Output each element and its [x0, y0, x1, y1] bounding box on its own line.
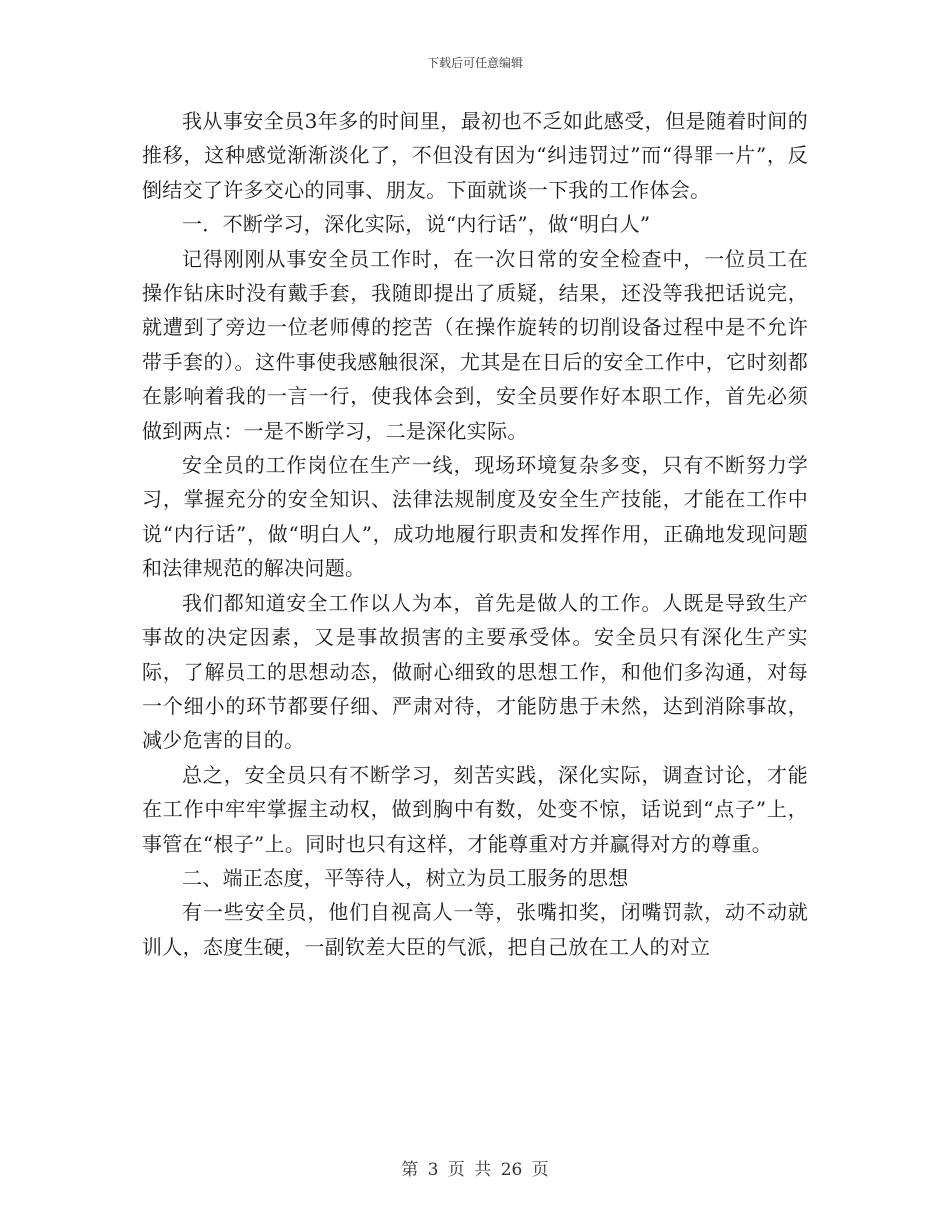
paragraph-intro: 我从事安全员3年多的时间里，最初也不乏如此感受，但是随着时间的推移，这种感觉渐渐淡化了，不但没有因为“纠违罚过”而“得罪一片”，反倒结交了许多交心的同事、朋友。下面就谈一下我的工作体会。 [142, 109, 808, 202]
document-body [142, 104, 808, 964]
section-heading-2: 二、端正态度，平等待人，树立为员工服务的思想 [182, 865, 629, 890]
paragraph-learning: 安全员的工作岗位在生产一线，现场环境复杂多变，只有不断努力学习，掌握充分的安全知识、法律法规制度及安全生产技能，才能在工作中说“内行话”，做“明白人”，成功地履行职责和发挥作用，正确地发现问题和法律规范的解决问题。 [142, 453, 808, 581]
paragraph-summary: 总之，安全员只有不断学习，刻苦实践，深化实际，调查讨论，才能在工作中牢牢掌握主动权，做到胸中有数，处变不惊，话说到“点子”上，事管在“根子”上。同时也只有这样，才能尊重对方并赢得对方的尊重。 [142, 762, 808, 856]
paragraph-attitude: 有一些安全员，他们自视高人一等，张嘴扣奖，闭嘴罚款，动不动就训人，态度生硬，一副钦差大臣的气派，把自己放在工人的对立 [142, 900, 808, 959]
paragraph-anecdote: 记得刚刚从事安全员工作时，在一次日常的安全检查中，一位员工在操作钻床时没有戴手套，我随即提出了质疑，结果，还没等我把话说完，就遭到了旁边一位老师傅的挖苦（在操作旋转的切削设备过程中是不允许带手套的）。这件事使我感触很深，尤其是在日后的安全工作中，它时刻都在影响着我的一言一行，使我体会到，安全员要作好本职工作，首先必须做到两点：一是不断学习，二是深化实际。 [142, 246, 808, 443]
page-header: 下载后可任意编辑 [426, 56, 523, 70]
page-number: 第 3 页 共 26 页 [401, 1160, 549, 1180]
section-heading-1: 一．不断学习，深化实际，说“内行话”，做“明白人” [182, 212, 651, 237]
paragraph-people-first: 我们都知道安全工作以人为本，首先是做人的工作。人既是导致生产事故的决定因素，又是事故损害的主要承受体。安全员只有深化生产实际，了解员工的思想动态，做耐心细致的思想工作，和他们多沟通，对每一个细小的环节都要仔细、严肃对待，才能防患于未然，达到消除事故，减少危害的目的。 [142, 590, 808, 753]
